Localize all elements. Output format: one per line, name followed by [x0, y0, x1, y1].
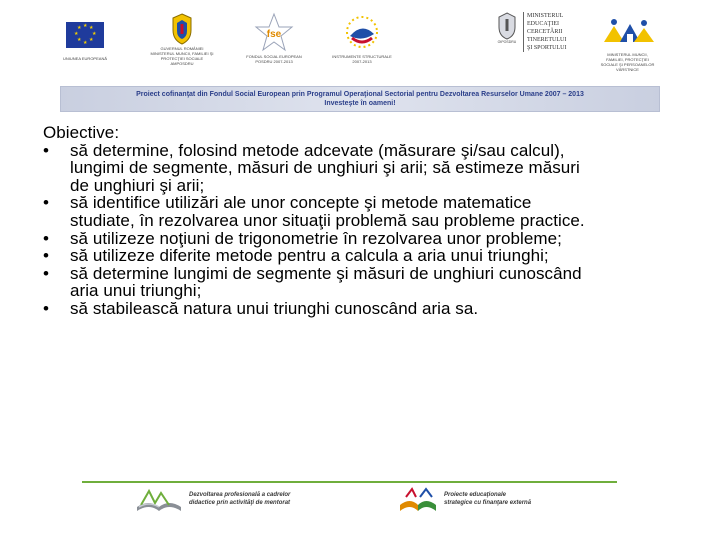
gov-caption-4: AMPOSDRU — [170, 61, 194, 66]
ministry-line-2: EDUCAŢIEI — [527, 21, 559, 27]
footer-left-line-2: didactice prin activităţi de mentorat — [189, 500, 291, 506]
ministry-line-1: MINISTERUL — [527, 13, 564, 19]
objective-line: să identifice utilizări ale unor concepte şi metode matematice — [70, 193, 532, 213]
objective-line: să determine lungimi de segmente şi măsuri de unghiuri cunoscând — [70, 263, 582, 283]
ministry-line-5: ŞI SPORTULUI — [527, 45, 567, 51]
ministry-line-3: CERCETĂRII — [527, 29, 563, 35]
bullet-icon: • — [43, 193, 50, 213]
objective-item — [43, 142, 683, 195]
project-banner — [60, 86, 660, 112]
mmfps-caption-3: SOCIALE ŞI PERSOANELOR — [600, 62, 655, 67]
banner-line-1: Proiect cofinanţat din Fondul Social European prin Programul Operaţional Sectorial pentru Dezvoltarea Resurselor Umane 2007 – 2013 — [136, 91, 584, 98]
bullet-icon: • — [43, 298, 50, 318]
is-caption-1: INSTRUMENTE STRUCTURALE — [332, 54, 392, 59]
objective-line: să utilizeze diferite metode pentru a calcula a aria unui triunghi; — [70, 246, 549, 266]
objective-item — [43, 247, 683, 265]
banner-line-2: Investeşte în oameni! — [324, 100, 396, 107]
open-book-icon — [135, 485, 183, 513]
logo-strip — [55, 12, 665, 84]
fse-caption-1: FONDUL SOCIAL EUROPEAN — [246, 54, 302, 59]
objective-item — [43, 265, 683, 300]
eu-flag-icon: ★ ★ ★ ★ ★ ★ ★ ★ — [66, 22, 104, 48]
footer-divider — [82, 481, 617, 483]
ministry-small-caption: OIPOSDRU — [497, 40, 517, 44]
objectives-list — [43, 142, 683, 318]
ministry-labour-logo — [590, 12, 665, 84]
structural-instruments-icon — [342, 12, 382, 54]
is-caption-2: 2007-2013 — [352, 59, 372, 64]
objective-item — [43, 300, 683, 318]
objectives-heading: Obiective: — [43, 123, 120, 142]
colorful-book-icon — [398, 485, 438, 513]
footer-mentorat-logo — [135, 485, 290, 513]
ministry-crest-icon — [497, 12, 517, 40]
footer-proiecte-logo — [398, 485, 531, 513]
gov-caption-2: MINISTERUL MUNCII, FAMILIEI ŞI — [150, 51, 214, 56]
footer-right-line-2: strategice cu finanţare externă — [444, 500, 532, 506]
bullet-icon: • — [43, 246, 50, 266]
footer-right-line-1: Proiecte educaţionale — [444, 492, 507, 498]
objective-item — [43, 194, 683, 229]
slide-content — [43, 124, 683, 318]
mmfps-caption-1: MINISTERUL MUNCII, — [607, 52, 648, 57]
footer-left-line-1: Dezvoltarea profesională a cadrelor — [189, 492, 291, 498]
objective-line: lungimi de segmente, măsuri de unghiuri şi arii; să estimeze măsuri — [70, 158, 580, 178]
objective-line: să utilizeze noţiuni de trigonometrie în rezolvarea unor probleme; — [70, 228, 562, 248]
eu-logo — [55, 12, 115, 84]
bullet-icon: • — [43, 140, 50, 160]
objective-item — [43, 230, 683, 248]
ministry-line-4: TINERETULUI — [527, 37, 567, 43]
mmfps-caption-2: FAMILIEI, PROTECŢIEI — [606, 57, 649, 62]
eu-caption: UNIUNEA EUROPEANĂ — [62, 56, 107, 61]
objective-line: de unghiuri şi arii; — [70, 175, 205, 195]
houses-figures-icon — [600, 12, 656, 52]
fse-logo — [245, 12, 303, 84]
coat-of-arms-icon — [169, 12, 195, 46]
objective-line: să determine, folosind metode adcevate (măsurare şi/sau calcul), — [70, 140, 565, 160]
objective-line: aria unui triunghi; — [70, 281, 202, 301]
bullet-icon: • — [43, 228, 50, 248]
bullet-icon: • — [43, 263, 50, 283]
ministry-education-logo — [495, 12, 590, 84]
structural-instruments-logo — [331, 12, 393, 84]
fse-caption-2: POSDRU 2007-2013 — [255, 59, 293, 64]
gov-caption-1: GUVERNUL ROMÂNIEI — [160, 46, 204, 51]
gov-caption-3: PROTECŢIEI SOCIALE — [160, 56, 204, 61]
svg-text:fse: fse — [266, 29, 282, 40]
government-logo — [147, 12, 217, 84]
mmfps-caption-4: VÂRSTNICE — [616, 67, 639, 72]
fse-star-icon — [254, 12, 294, 54]
objective-line: studiate, în rezolvarea unor situaţii problemă sau probleme practice. — [70, 210, 585, 230]
objective-line: să stabilească natura unui triunghi cunoscând aria sa. — [70, 298, 479, 318]
